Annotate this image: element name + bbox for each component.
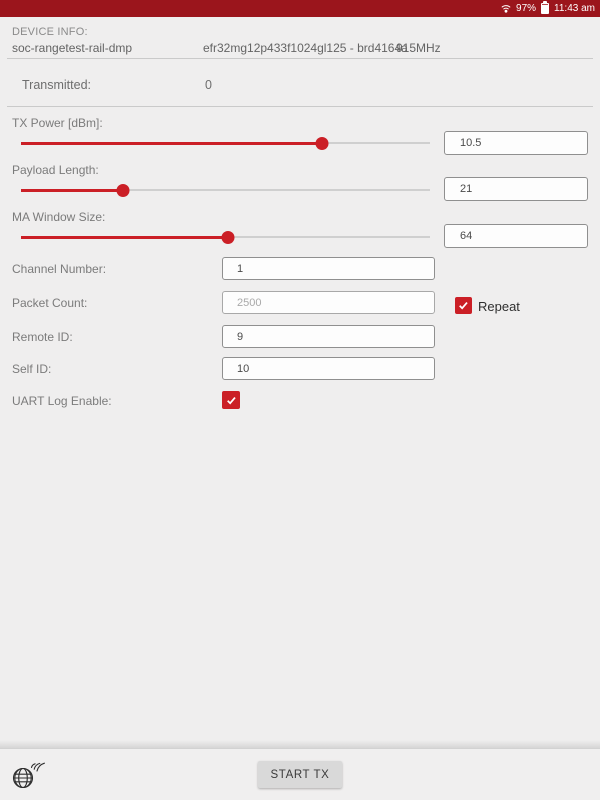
payload-length-label: Payload Length: [12,163,99,177]
ma-window-size-value-box[interactable]: 64 [444,224,588,248]
tx-power-slider-thumb[interactable] [316,137,329,150]
transmitted-label: Transmitted: [22,78,92,92]
divider [7,106,593,107]
battery-percent: 97% [516,3,537,14]
payload-length-slider-thumb[interactable] [116,184,129,197]
uart-log-enable-label: UART Log Enable: [12,394,112,408]
self-id-input[interactable] [222,357,435,380]
packet-count-label: Packet Count: [12,296,88,310]
ma-window-size-slider-thumb[interactable] [221,231,234,244]
ma-window-size-slider[interactable] [21,230,430,244]
uart-log-enable-checkbox[interactable] [222,391,240,409]
repeat-label: Repeat [478,299,520,314]
status-bar [0,0,600,17]
self-id-label: Self ID: [12,362,52,376]
battery-icon [541,3,549,14]
packet-count-input [222,291,435,314]
tx-power-value-box[interactable]: 10.5 [444,131,588,155]
slider-fill [21,142,322,145]
repeat-checkbox[interactable] [455,297,472,314]
transmitted-value: 0 [205,78,212,92]
payload-length-slider[interactable] [21,183,430,197]
tx-power-slider[interactable] [21,136,430,150]
channel-number-label: Channel Number: [12,262,107,276]
checkmark-icon [457,299,470,312]
tx-power-label: TX Power [dBm]: [12,116,103,130]
slider-fill [21,236,228,239]
device-info-heading: DEVICE INFO: [12,26,88,38]
payload-length-value-box[interactable]: 21 [444,177,588,201]
hotspot-icon [500,3,512,15]
checkmark-icon [225,394,238,407]
globe-signal-icon [9,755,45,798]
ma-window-size-label: MA Window Size: [12,210,106,224]
firmware-name: soc-rangetest-rail-dmp [12,41,133,55]
frequency-value: 915MHz [396,41,441,55]
remote-id-label: Remote ID: [12,330,73,344]
footer-bar [0,748,600,800]
remote-id-input[interactable] [222,325,435,348]
footer-shadow [0,740,600,748]
channel-number-input[interactable] [222,257,435,280]
slider-fill [21,189,123,192]
divider [7,58,593,59]
board-name: efr32mg12p433f1024gl125 - brd4164a [203,41,408,55]
start-tx-button[interactable]: START TX [258,761,342,788]
status-time: 11:43 am [554,3,595,14]
